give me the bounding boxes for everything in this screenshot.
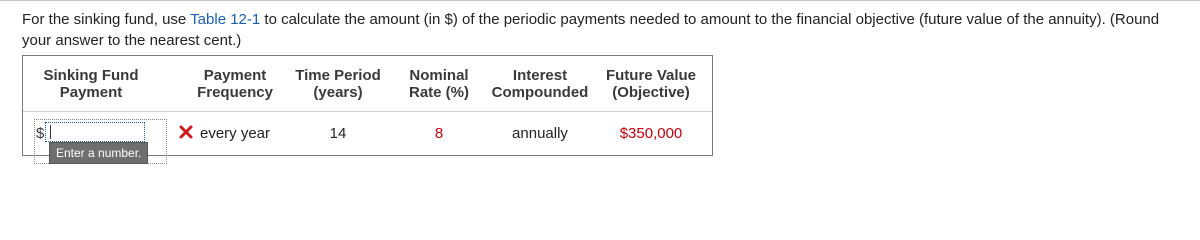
currency-symbol: $ (36, 125, 45, 142)
compounded-value: annually (512, 125, 568, 142)
header-time-period (289, 67, 387, 101)
header-line: Frequency (197, 84, 273, 101)
header-nominal-rate (395, 67, 483, 101)
header-line: Payment (203, 67, 267, 84)
question-text-before: For the sinking fund, use (22, 11, 191, 28)
top-divider (0, 0, 1200, 1)
header-divider (23, 111, 712, 112)
payment-frequency-value: every year (199, 125, 271, 142)
header-line: Compounded (491, 84, 589, 101)
question-text (22, 9, 1187, 51)
header-line: (Objective) (612, 84, 690, 101)
header-interest-compounded (487, 67, 593, 101)
header-line: (years) (313, 84, 363, 101)
header-line: Nominal (409, 67, 469, 84)
header-future-value (601, 67, 701, 101)
header-payment-frequency (187, 67, 283, 101)
header-line: Time Period (295, 67, 381, 84)
time-period-value: 14 (329, 125, 347, 142)
table-12-1-link[interactable]: Table 12-1 (190, 11, 261, 28)
sinking-fund-payment-input[interactable] (45, 122, 145, 142)
header-line: Rate (%) (408, 84, 469, 101)
header-line: Future Value (605, 67, 697, 84)
sinking-fund-table (22, 55, 713, 160)
header-line: Interest (512, 67, 568, 84)
nominal-rate-value: 8 (434, 125, 444, 142)
validation-tooltip: Enter a number. (49, 142, 148, 164)
question-text-after: to calculate the amount (in $) of the periodic payments needed to amount to the financial objective (future value of the annuity). (Round your answer to the nearest cent.) (22, 11, 1160, 49)
future-value-value: $350,000 (619, 125, 683, 142)
text-caret (50, 125, 51, 139)
header-sinking-fund-payment (31, 67, 151, 101)
header-line: Sinking Fund (43, 67, 139, 84)
header-line: Payment (59, 84, 123, 101)
